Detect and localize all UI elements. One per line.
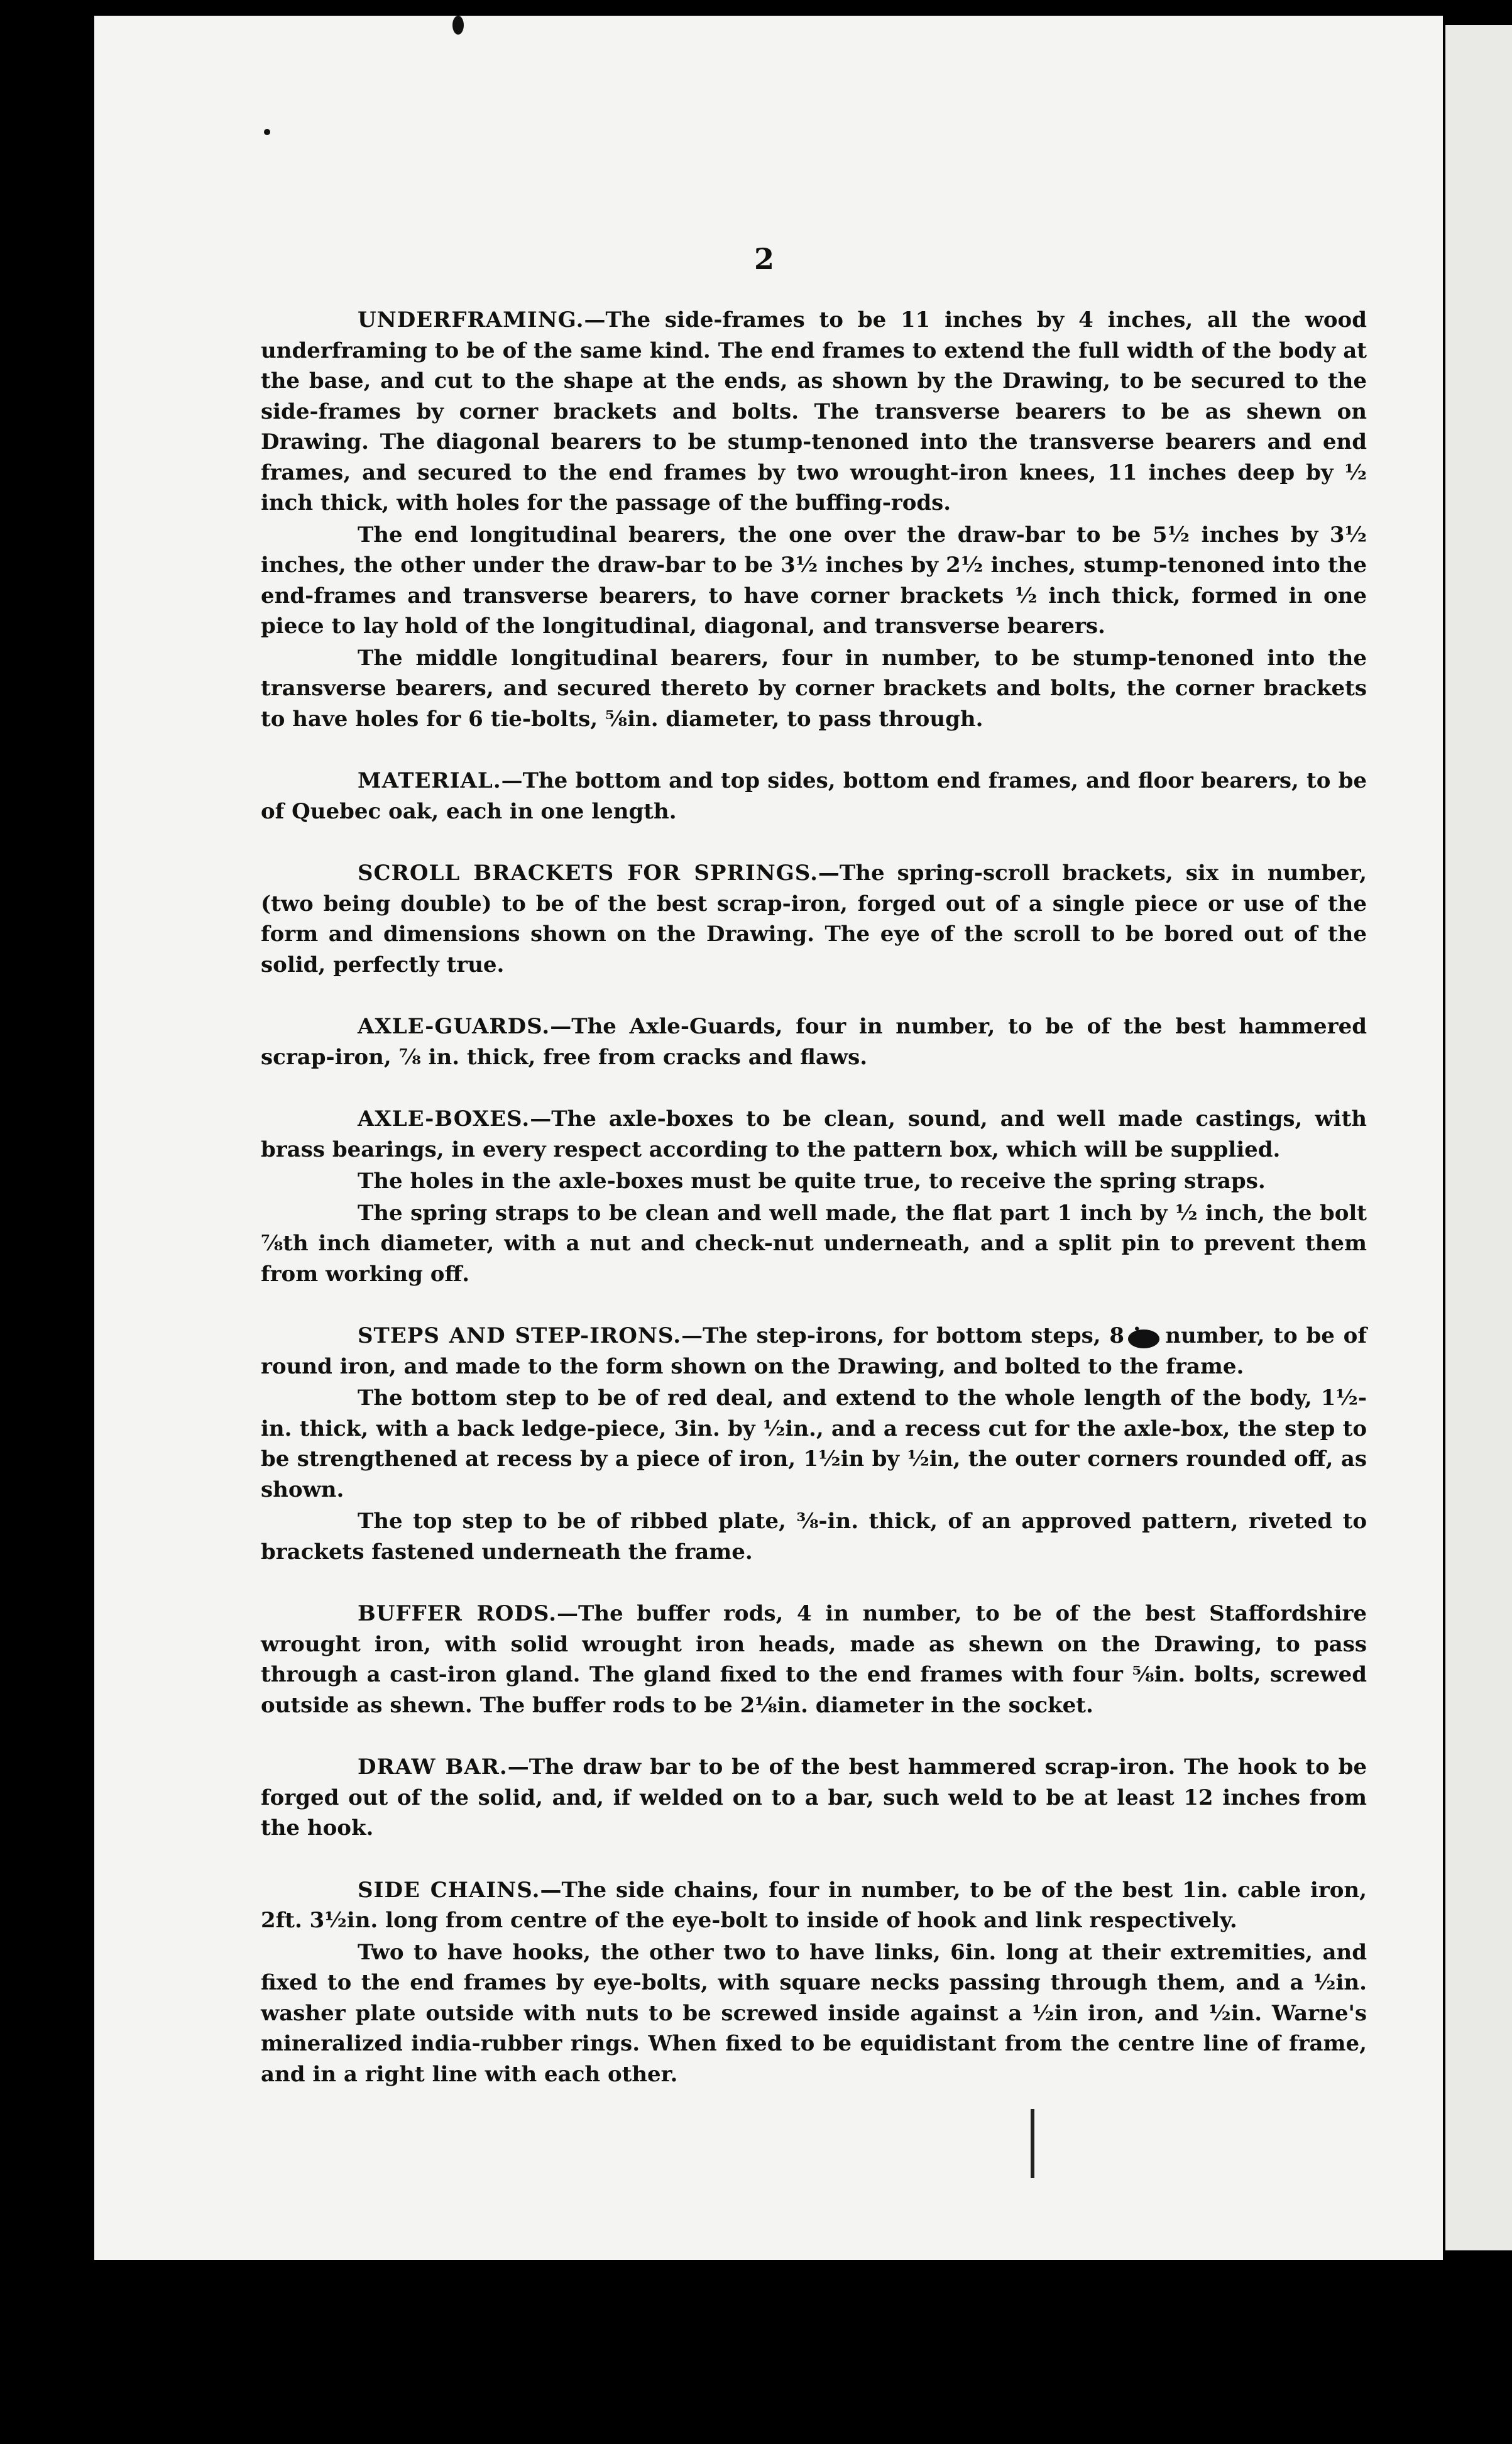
paragraph: The axle-boxes to be clean, sound, and well made castings, with brass bearings, in every respect according to the pattern box, which will be supplied. [261,1106,1367,1162]
paragraph: The top step to be of ribbed plate, ⅜-in. thick, of an approved pattern, riveted to brackets fastened underneath the frame. [261,1509,1367,1565]
section-heading: AXLE-BOXES. [358,1106,530,1131]
section-heading: UNDERFRAMING. [358,307,584,333]
section-heading: SIDE CHAINS. [358,1877,540,1903]
section-side-chains: SIDE CHAINS.—The side chains, four in number, to be of the best 1in. cable iron, 2ft. 3½in. long from centre of the eye-bolt to inside of hook and link respectively. Two to have hooks, the other two to have links, 6in. long at their extremities, and fixed to the end frames by eye-bolts, with square necks passing through them, and a ½in. washer plate outside with nuts to be screwed inside against a ½in iron, and ½in. Warne's mineralized india-rubber rings. When fixed to be equidistant from the centre line of frame, and in a right line with each other. [261,1875,1367,2090]
section-heading: SCROLL BRACKETS FOR SPRINGS. [358,861,818,886]
specification-text [261,305,1367,2121]
paragraph: The step-irons, for bottom steps, 8 in number, to be of round iron, and made to the form shown on the Drawing, and bolted to the frame. [261,1323,1367,1379]
section-draw-bar: DRAW BAR.—The draw bar to be of the best hammered scrap-iron. The hook to be forged out of the solid, and, if welded on to a bar, such weld to be at least 12 inches from the hook. [261,1754,1367,1841]
paragraph: The end longitudinal bearers, the one over the draw-bar to be 5½ inches by 3½ inches, the other under the draw-bar to be 3½ inches by 2½ inches, stump-tenoned into the end-frames and transverse bearers, to have corner brackets ½ inch thick, formed in one piece to lay hold of the longitudinal, diagonal, and transverse bearers. [261,522,1367,639]
paragraph: The spring straps to be clean and well made, the flat part 1 inch by ½ inch, the bolt ⅞th inch diameter, with a nut and check-nut underneath, and a split pin to prevent them from working off. [261,1200,1367,1287]
section-heading: BUFFER RODS. [358,1601,557,1626]
section-buffer-rods: BUFFER RODS.—The buffer rods, 4 in number, to be of the best Staffordshire wrought iron, with solid wrought iron heads, made as shewn on the Drawing, to pass through a cast-iron gland. The gland fixed to the end frames with four ⅝in. bolts, screwed outside as shewn. The buffer rods to be 2⅛in. diameter in the socket. [261,1601,1367,1718]
paragraph: The draw bar to be of the best hammered scrap-iron. The hook to be forged out of the solid, and, if welded on to a bar, such weld to be at least 12 inches from the hook. [261,1754,1367,1841]
section-scroll-brackets: SCROLL BRACKETS FOR SPRINGS.—The spring-scroll brackets, six in number, (two being double) to be of the best scrap-iron, forged out of a single piece or use of the form and dimensions shown on the Drawing. The eye of the scroll to be bored out of the solid, perfectly true. [261,861,1367,977]
section-underframing: UNDERFRAMING.—The side-frames to be 11 inches by 4 inches, all the wood underframing to be of the same kind. The end frames to extend the full width of the body at the base, and cut to the shape at the ends, as shown by the Drawing, to be secured to the side-frames by corner brackets and bolts. The transverse bearers to be as shewn on Drawing. The diagonal bearers to be stump-tenoned into the transverse bearers and end frames, and secured to the end frames by two wrought-iron knees, 11 inches deep by ½ inch thick, with holes for the passage of the buffing-rods. The end longitudinal bearers, the one over the draw-bar to be 5½ inches by 3½ inches, the other under the draw-bar to be 3½ inches by 2½ inches, stump-tenoned into the end-frames and transverse bearers, to have corner brackets ½ inch thick, formed in one piece to lay hold of the longitudinal, diagonal, and transverse bearers. The middle longitudinal bearers, four in number, to be stump-tenoned into the transverse bearers, and secured thereto by corner brackets and bolts, the corner brackets to have holes for 6 tie-bolts, ⅝in. diameter, to pass through. [261,305,1367,734]
adjacent-page-edge [1445,25,1512,2250]
page-number: 2 [754,242,775,276]
paragraph: The middle longitudinal bearers, four in number, to be stump-tenoned into the transverse bearers, and secured thereto by corner brackets and bolts, the corner brackets to have holes for 6 tie-bolts, ⅝in. diameter, to pass through. [261,645,1367,732]
paragraph: The side-frames to be 11 inches by 4 inches, all the wood underframing to be of the same kind. The end frames to extend the full width of the body at the base, and cut to the shape at the ends, as shown by the Drawing, to be secured to the side-frames by corner brackets and bolts. The transverse bearers to be as shewn on Drawing. The diagonal bearers to be stump-tenoned into the transverse bearers and end frames, and secured to the end frames by two wrought-iron knees, 11 inches deep by ½ inch thick, with holes for the passage of the buffing-rods. [261,307,1367,515]
section-heading: DRAW BAR. [358,1754,508,1780]
paragraph: The bottom and top sides, bottom end frames, and floor bearers, to be of Quebec oak, each in one length. [261,768,1367,824]
ink-speck [452,16,464,35]
paragraph: The Axle-Guards, four in number, to be of the best hammered scrap-iron, ⅞ in. thick, free from cracks and flaws. [261,1014,1367,1070]
paragraph: The bottom step to be of red deal, and extend to the whole length of the body, 1½-in. thick, with a back ledge-piece, 3in. by ½in., and a recess cut for the axle-box, the step to be strengthened at recess by a piece of iron, 1½in by ½in, the outer corners rounded off, as shown. [261,1385,1367,1502]
paragraph: The side chains, four in number, to be of the best 1in. cable iron, 2ft. 3½in. long from centre of the eye-bolt to inside of hook and link respectively. [261,1877,1367,1933]
section-heading: STEPS AND STEP-IRONS. [358,1323,682,1348]
document-page [94,16,1443,2260]
section-heading: MATERIAL. [358,768,501,793]
section-axle-boxes: AXLE-BOXES.—The axle-boxes to be clean, sound, and well made castings, with brass bearings, in every respect according to the pattern box, which will be supplied. The holes in the axle-boxes must be quite true, to receive the spring straps. The spring straps to be clean and well made, the flat part 1 inch by ½ inch, the bolt ⅞th inch diameter, with a nut and check-nut underneath, and a split pin to prevent them from working off. [261,1104,1367,1289]
paragraph: The buffer rods, 4 in number, to be of the best Staffordshire wrought iron, with solid wrought iron heads, made as shewn on the Drawing, to pass through a cast-iron gland. The gland fixed to the end frames with four ⅝in. bolts, screwed outside as shewn. The buffer rods to be 2⅛in. diameter in the socket. [261,1601,1367,1718]
paragraph: The spring-scroll brackets, six in number, (two being double) to be of the best scrap-iron, forged out of a single piece or use of the form and dimensions shown on the Drawing. The eye of the scroll to be bored out of the solid, perfectly true. [261,861,1367,977]
section-heading: AXLE-GUARDS. [358,1014,551,1039]
paragraph: Two to have hooks, the other two to have links, 6in. long at their extremities, and fixed to the end frames by eye-bolts, with square necks passing through them, and a ½in. washer plate outside with nuts to be screwed inside against a ½in iron, and ½in. Warne's mineralized india-rubber rings. When fixed to be equidistant from the centre line of frame, and in a right line with each other. [261,1939,1367,2087]
section-material: MATERIAL.—The bottom and top sides, bottom end frames, and floor bearers, to be of Quebec oak, each in one length. [261,768,1367,824]
scan-mark [1031,2109,1034,2178]
section-axle-guards: AXLE-GUARDS.—The Axle-Guards, four in number, to be of the best hammered scrap-iron, ⅞ in. thick, free from cracks and flaws. [261,1014,1367,1070]
ink-speck [264,129,270,135]
paragraph: The holes in the axle-boxes must be quite true, to receive the spring straps. [358,1169,1266,1194]
section-steps: STEPS AND STEP-IRONS.—The step-irons, for bottom steps, 8 in number, to be of round iron, and made to the form shown on the Drawing, and bolted to the frame. The bottom step to be of red deal, and extend to the whole length of the body, 1½-in. thick, with a back ledge-piece, 3in. by ½in., and a recess cut for the axle-box, the step to be strengthened at recess by a piece of iron, 1½in by ½in, the outer corners rounded off, as shown. The top step to be of ribbed plate, ⅜-in. thick, of an approved pattern, riveted to brackets fastened underneath the frame. [261,1321,1367,1567]
